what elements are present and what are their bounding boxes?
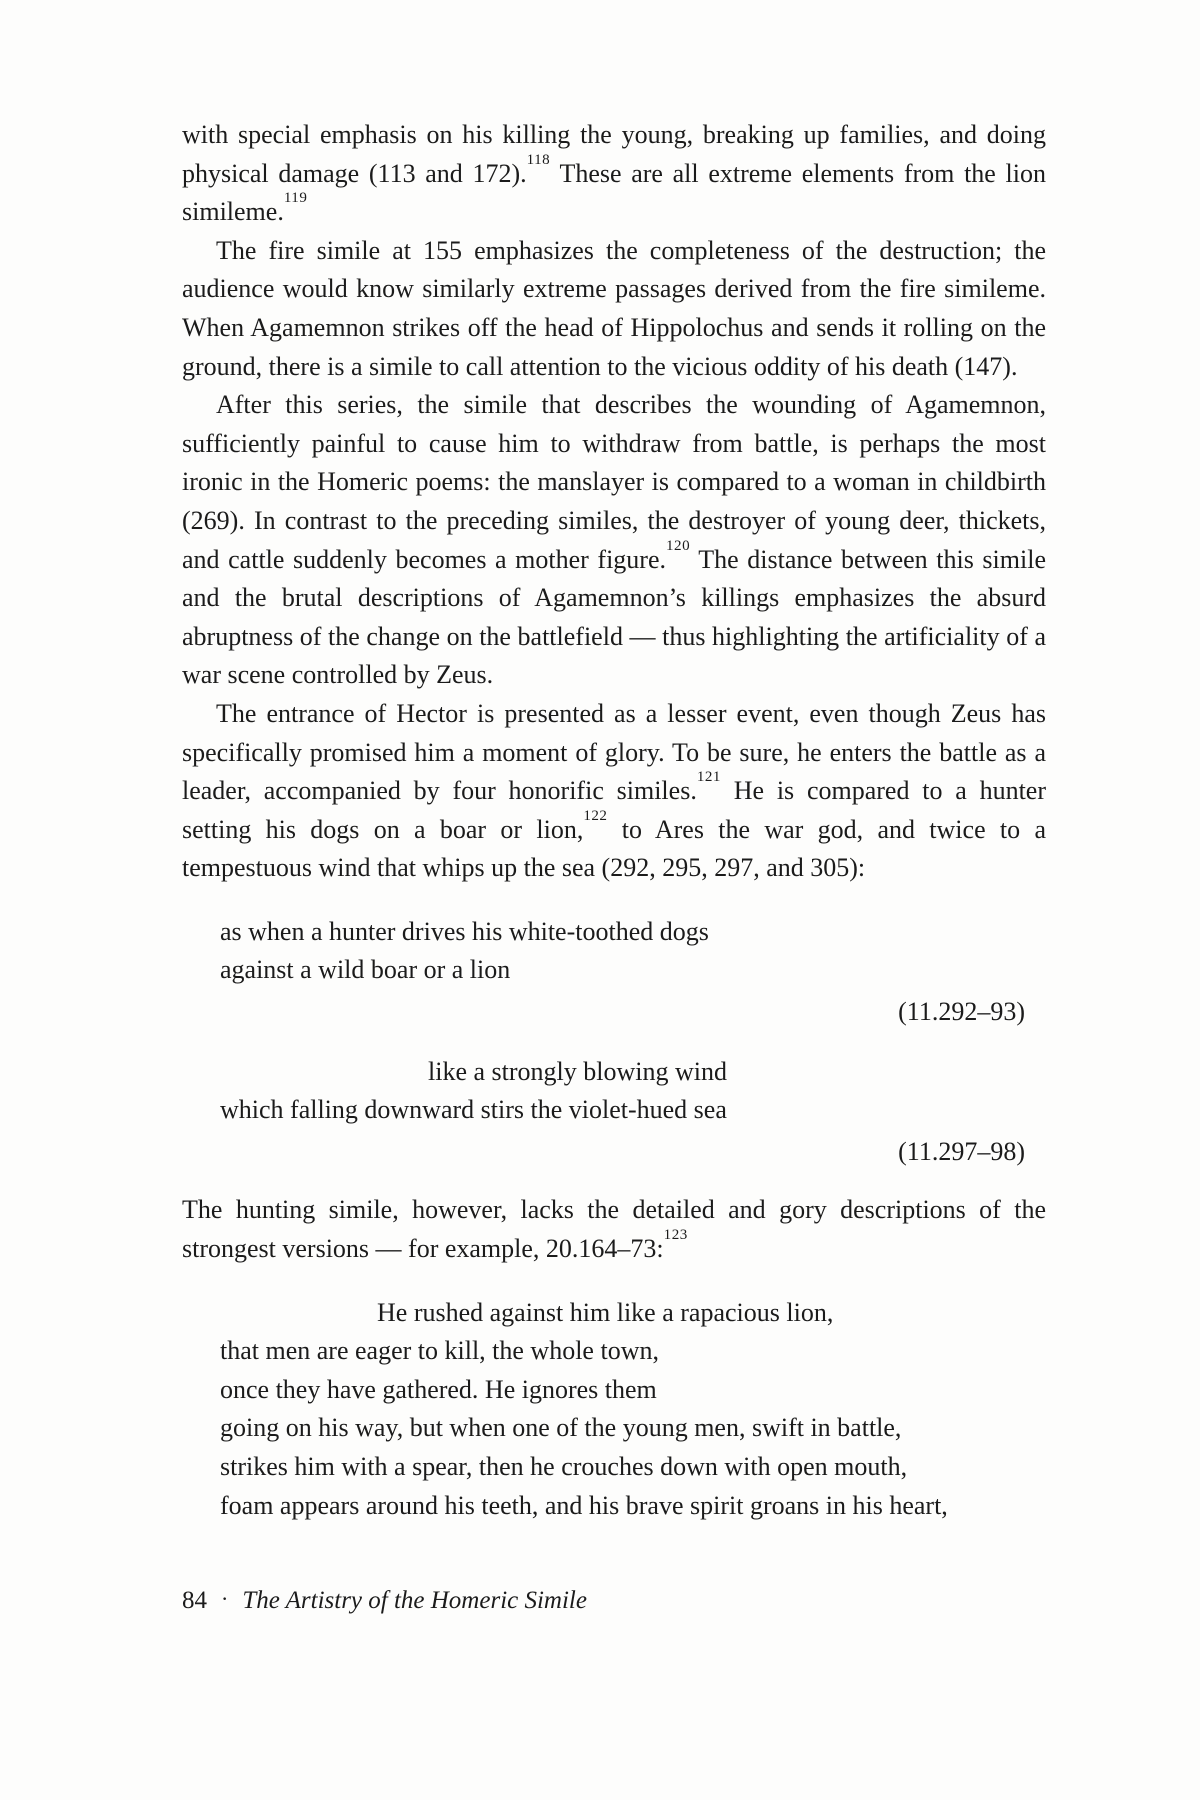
- verse-line: which falling downward stirs the violet-hued sea: [220, 1095, 727, 1125]
- paragraph-text: to Ares the war god, and twice to a tempestuous wind that whips up the sea (292, 295, 297, and 305):: [182, 814, 1046, 883]
- paragraph-text: After this series, the simile that describes the wounding of Agamemnon, sufficiently painful to cause him to withdraw from battle, is perhaps the most ironic in the Homeric poems: the manslayer is compared to a woman in childbirth (269). In contrast to the preceding similes, the destroyer of young deer, thickets, and cattle suddenly becomes a mother figure.: [182, 390, 1046, 574]
- verse-line: once they have gathered. He ignores them: [220, 1374, 657, 1404]
- footnote-ref-122: 122: [583, 807, 608, 824]
- verse-quote-hunter-dogs: [220, 913, 1046, 1032]
- text-column: [182, 116, 1046, 1525]
- paragraph-fire-simile: [182, 232, 1046, 386]
- verse-line: against a wild boar or a lion: [220, 955, 511, 985]
- paragraph-hunting-simile: [182, 1191, 1046, 1268]
- footer-separator: ·: [221, 1586, 229, 1611]
- footnote-ref-118: 118: [526, 151, 551, 168]
- footnote-ref-120: 120: [666, 537, 691, 554]
- paragraph-agamemnon-wounding: [182, 386, 1046, 695]
- paragraph-text: The distance between this simile and the brutal descriptions of Agamemnon’s killings emphasizes the absurd abruptness of the change on the battlefield — thus highlighting the artificiality of a war scene controlled by Zeus.: [182, 544, 1046, 690]
- verse-line: as when a hunter drives his white-toothed dogs: [220, 916, 709, 946]
- paragraph-text: The entrance of Hector is presented as a lesser event, even though Zeus has specifically promised him a moment of glory. To be sure, he enters the battle as a leader, accompanied by four honorific similes.: [182, 698, 1046, 806]
- verse-quote-rapacious-lion: [220, 1294, 1046, 1526]
- page-number: 84: [182, 1587, 207, 1614]
- verse-citation: (11.297–98): [898, 1136, 1025, 1166]
- footnote-ref-121: 121: [696, 769, 721, 786]
- paragraph-text: He is compared to a hunter setting his dogs on a boar or lion,: [182, 776, 1046, 844]
- footnote-ref-119: 119: [283, 190, 308, 207]
- verse-line: He rushed against him like a rapacious lion,: [377, 1297, 834, 1327]
- verse-line: foam appears around his teeth, and his brave spirit groans in his heart,: [220, 1490, 948, 1520]
- verse-quote-blowing-wind: [220, 1053, 1046, 1172]
- verse-line: that men are eager to kill, the whole town,: [220, 1336, 659, 1366]
- paragraph-lion-simileme: [182, 116, 1046, 232]
- verse-line: strikes him with a spear, then he crouches down with open mouth,: [220, 1452, 908, 1481]
- verse-line: like a strongly blowing wind: [428, 1056, 727, 1086]
- paragraph-text: The hunting simile, however, lacks the detailed and gory descriptions of the strongest versions — for example, 20.164–73:: [182, 1195, 1046, 1264]
- page-footer: [182, 1584, 587, 1616]
- verse-line: going on his way, but when one of the young men, swift in battle,: [220, 1413, 902, 1443]
- paragraph-text: with special emphasis on his killing the young, breaking up families, and doing physical damage (113 and 172).: [182, 120, 1046, 188]
- book-title: The Artistry of the Homeric Simile: [242, 1587, 587, 1614]
- paragraph-text: The fire simile at 155 emphasizes the completeness of the destruction; the audience would know similarly extreme passages derived from the fire simileme. When Agamemnon strikes off the head of Hippolochus and sends it rolling on the ground, there is a simile to call attention to the vicious oddity of his death (147).: [182, 235, 1046, 381]
- footnote-ref-123: 123: [663, 1227, 688, 1244]
- verse-citation: (11.292–93): [898, 997, 1025, 1027]
- paragraph-text: These are all extreme elements from the lion simileme.: [182, 158, 1046, 227]
- paragraph-hector-entrance: [182, 695, 1046, 888]
